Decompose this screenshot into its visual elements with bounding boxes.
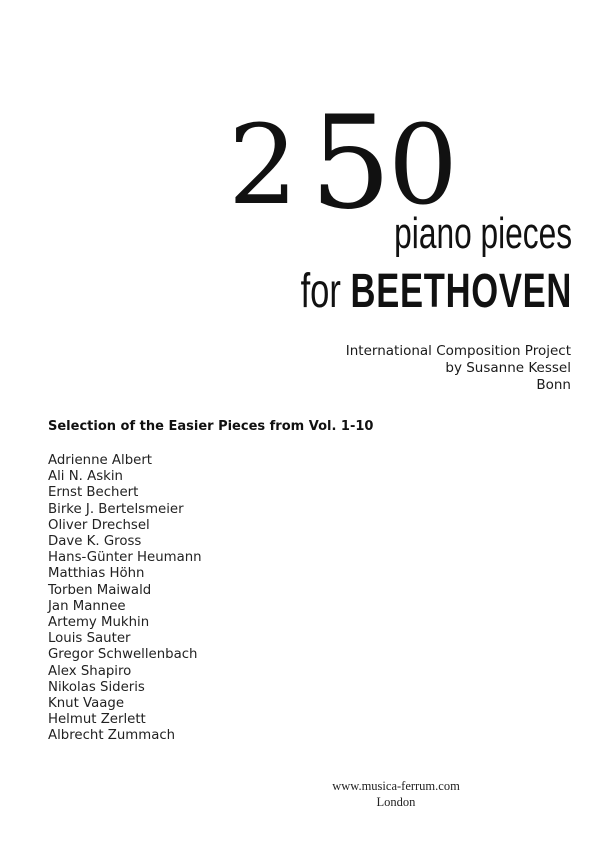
list-item: Nikolas Sideris <box>48 679 145 695</box>
selection-heading: Selection of the Easier Pieces from Vol. 1-10 <box>48 419 374 434</box>
list-item: Helmut Zerlett <box>48 712 146 728</box>
composer-list <box>48 453 202 745</box>
project-author: by Susanne Kessel <box>445 360 571 376</box>
list-item: Jan Mannee <box>48 598 126 614</box>
project-info <box>346 343 571 394</box>
list-item: Dave K. Gross <box>48 534 142 550</box>
publisher-website: www.musica-ferrum.com <box>332 779 460 793</box>
publisher-footer <box>0 778 600 810</box>
project-city: Bonn <box>536 377 571 393</box>
number-digit: 2 <box>228 101 298 229</box>
list-item: Ernst Bechert <box>48 485 139 501</box>
title-piano-pieces: piano pieces <box>394 209 572 258</box>
list-item: Adrienne Albert <box>48 453 152 468</box>
number-digit: 0 <box>388 101 458 229</box>
title-beethoven: BEETHOVEN <box>350 265 572 318</box>
title-for-beethoven <box>300 265 572 318</box>
project-line: International Composition Project <box>345 343 571 359</box>
list-item: Hans-Günter Heumann <box>48 550 202 566</box>
list-item: Oliver Drechsel <box>48 517 150 533</box>
list-item: Ali N. Askin <box>48 469 123 485</box>
list-item: Artemy Mukhin <box>48 615 150 631</box>
list-item: Knut Vaage <box>48 696 124 712</box>
title-for: for <box>300 265 341 318</box>
list-item: Gregor Schwellenbach <box>48 647 198 663</box>
publisher-city: London <box>376 795 416 809</box>
list-item: Matthias Höhn <box>48 566 145 582</box>
number-digit: 5 <box>310 89 392 238</box>
list-item: Louis Sauter <box>48 631 131 647</box>
list-item: Albrecht Zummach <box>48 728 176 744</box>
list-item: Birke J. Bertelsmeier <box>48 501 184 517</box>
list-item: Alex Shapiro <box>48 663 132 679</box>
list-item: Torben Maiwald <box>48 582 152 598</box>
